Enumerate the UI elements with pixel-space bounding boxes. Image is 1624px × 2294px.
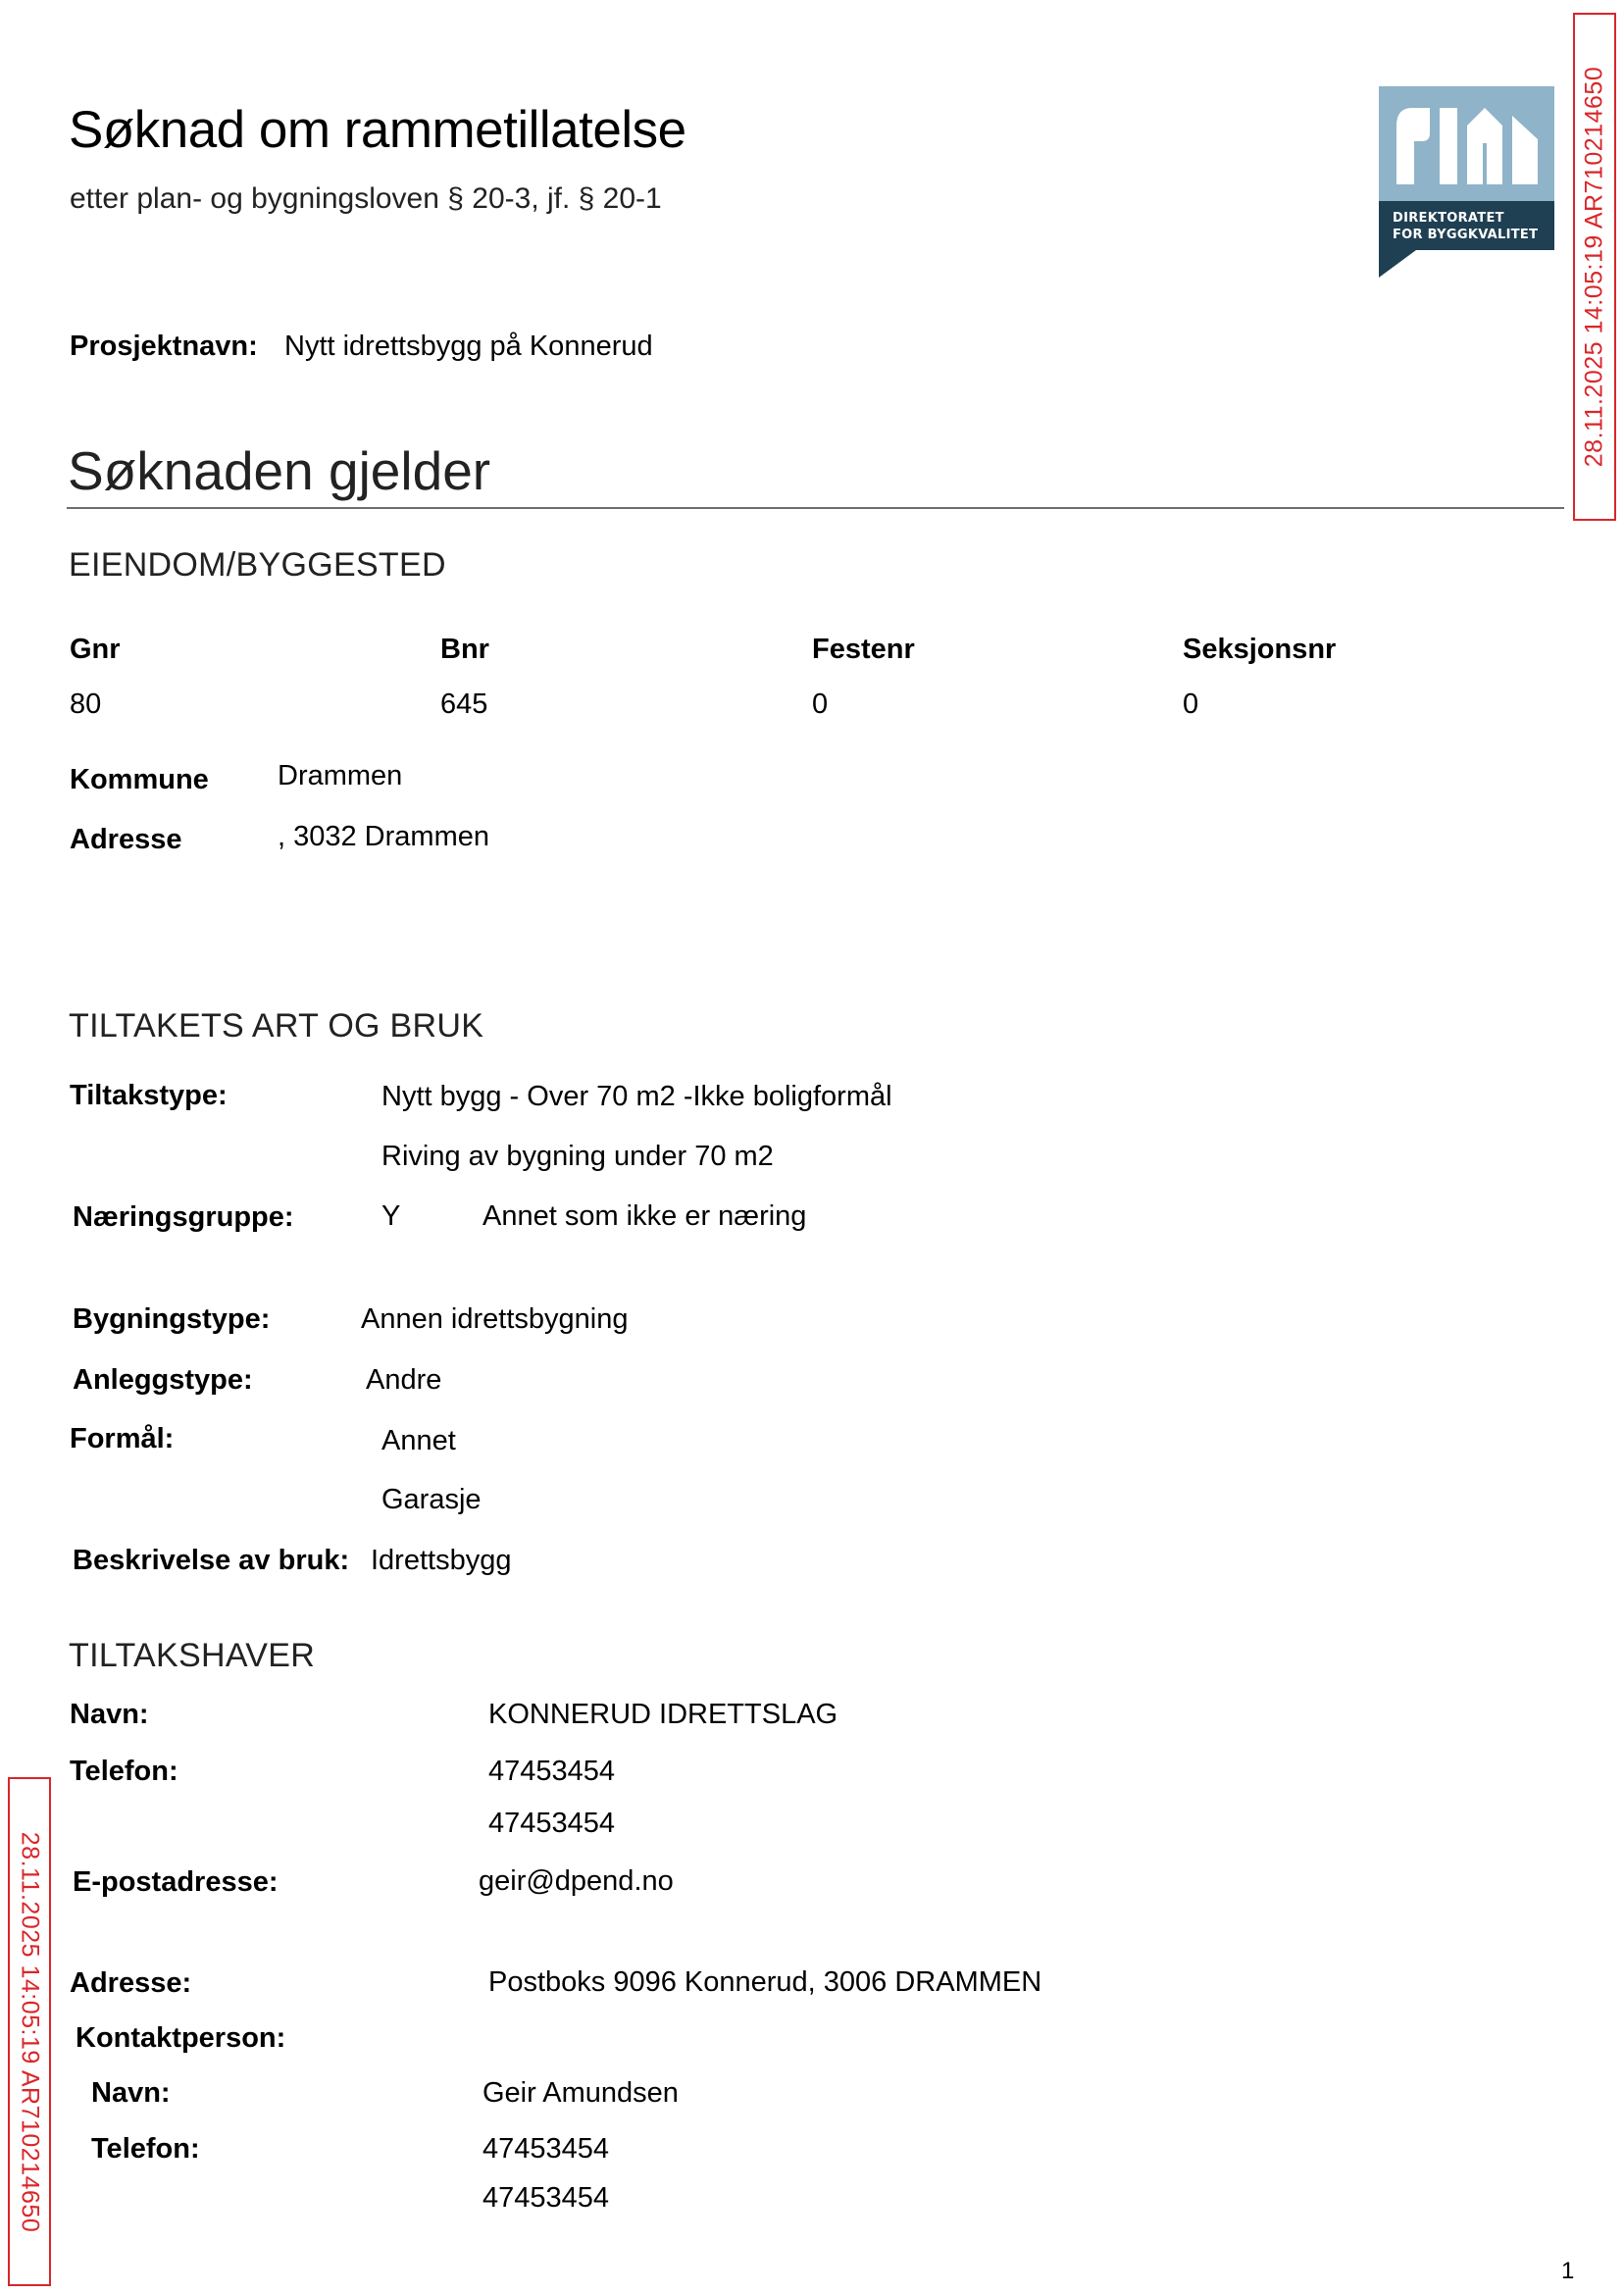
- beskrivelse-label: Beskrivelse av bruk:: [73, 1545, 350, 1576]
- adresse-label: Adresse: [70, 824, 182, 855]
- tiltakstype-label: Tiltakstype:: [70, 1080, 228, 1111]
- formal-value-2: Garasje: [381, 1484, 482, 1515]
- project-value: Nytt idrettsbygg på Konnerud: [284, 331, 653, 362]
- festenr-label: Festenr: [812, 634, 915, 665]
- kp-navn-label: Navn:: [91, 2077, 171, 2109]
- adresse-value: , 3032 Drammen: [278, 821, 489, 852]
- gnr-value: 80: [70, 688, 102, 720]
- logo-ribbon-tail: [1379, 250, 1416, 278]
- project-label: Prosjektnavn:: [70, 331, 258, 362]
- stamp-text: 28.11.2025 14:05:19 AR710214650: [1580, 66, 1608, 468]
- stamp-text: 28.11.2025 14:05:19 AR710214650: [16, 1831, 44, 2232]
- th-navn-value: KONNERUD IDRETTSLAG: [488, 1699, 838, 1730]
- logo-building-icon: [1379, 86, 1554, 201]
- anleggstype-label: Anleggstype:: [73, 1364, 253, 1396]
- th-adresse-value: Postboks 9096 Konnerud, 3006 DRAMMEN: [488, 1966, 1042, 1998]
- section-heading: Søknaden gjelder: [68, 440, 491, 501]
- th-telefon-value-2: 47453454: [488, 1808, 616, 1839]
- th-navn-label: Navn:: [70, 1699, 149, 1730]
- anleggstype-value: Andre: [366, 1364, 442, 1396]
- seksjonsnr-label: Seksjonsnr: [1183, 634, 1337, 665]
- kp-telefon-label: Telefon:: [91, 2133, 200, 2165]
- property-heading: EIENDOM/BYGGESTED: [69, 546, 446, 584]
- th-telefon-label: Telefon:: [70, 1756, 178, 1787]
- gnr-label: Gnr: [70, 634, 121, 665]
- naeringsgruppe-code: Y: [381, 1200, 401, 1232]
- bnr-value: 645: [440, 688, 488, 720]
- receipt-stamp-top: [1573, 13, 1616, 521]
- section-divider: [67, 507, 1564, 509]
- th-adresse-label: Adresse:: [70, 1967, 192, 1999]
- formal-value-1: Annet: [381, 1425, 456, 1456]
- tiltakstype-value-1: Nytt bygg - Over 70 m2 -Ikke boligformål: [381, 1081, 892, 1112]
- bnr-label: Bnr: [440, 634, 489, 665]
- tiltakstype-value-2: Riving av bygning under 70 m2: [381, 1141, 774, 1172]
- naeringsgruppe-label: Næringsgruppe:: [73, 1201, 294, 1233]
- festenr-value: 0: [812, 688, 829, 720]
- kontaktperson-label: Kontaktperson:: [76, 2022, 286, 2054]
- document-subtitle: etter plan- og bygningsloven § 20-3, jf. § 20-1: [70, 182, 662, 215]
- bygningstype-value: Annen idrettsbygning: [361, 1303, 629, 1335]
- tiltak-heading: TILTAKETS ART OG BRUK: [69, 1007, 484, 1045]
- kp-navn-value: Geir Amundsen: [482, 2077, 679, 2109]
- formal-label: Formål:: [70, 1423, 175, 1454]
- kommune-label: Kommune: [70, 764, 209, 795]
- logo-text-line2: FOR BYGGKVALITET: [1393, 228, 1539, 242]
- kommune-value: Drammen: [278, 760, 403, 791]
- tiltakshaver-heading: TILTAKSHAVER: [69, 1637, 316, 1674]
- document-title: Søknad om rammetillatelse: [69, 101, 686, 159]
- seksjonsnr-value: 0: [1183, 688, 1199, 720]
- kp-telefon-value-2: 47453454: [482, 2182, 610, 2214]
- logo-text-line1: DIREKTORATET: [1393, 211, 1504, 226]
- naeringsgruppe-value: Annet som ikke er næring: [482, 1200, 807, 1232]
- page-number: 1: [1561, 2258, 1575, 2284]
- beskrivelse-value: Idrettsbygg: [371, 1545, 512, 1576]
- th-epost-label: E-postadresse:: [73, 1866, 279, 1898]
- bygningstype-label: Bygningstype:: [73, 1303, 271, 1335]
- logo-banner: [1379, 201, 1554, 250]
- dibk-logo: [1379, 86, 1554, 277]
- kp-telefon-value-1: 47453454: [482, 2133, 610, 2165]
- th-epost-value: geir@dpend.no: [479, 1865, 674, 1897]
- receipt-stamp-left: [8, 1777, 51, 2286]
- logo-graphic: [1379, 86, 1554, 201]
- th-telefon-value-1: 47453454: [488, 1756, 616, 1787]
